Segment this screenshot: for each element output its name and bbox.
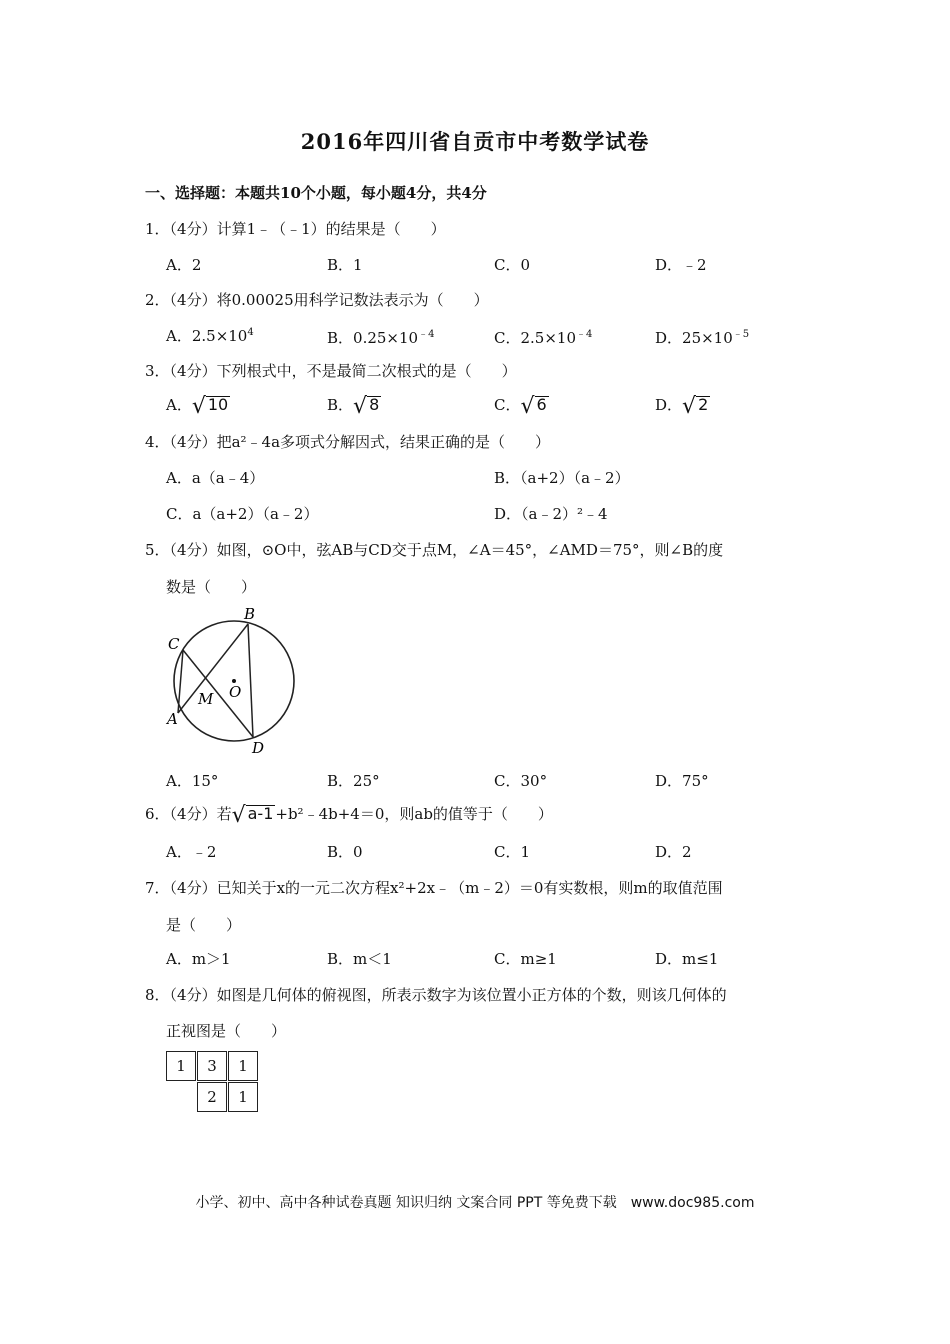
label-o: O — [229, 683, 242, 701]
q6-option-d: D．2 — [655, 843, 692, 861]
q1-option-d: D．﹣2 — [655, 256, 707, 274]
grid-cell: 2 — [197, 1082, 227, 1112]
q2-option-d: D．$25\times 10^{﹣5}$ — [655, 329, 750, 347]
q1-option-b: B．1 — [327, 256, 363, 274]
grid-cell: 1 — [166, 1051, 196, 1081]
q3-option-d: D．√ 2 — [655, 394, 709, 419]
question-5-stem-line2: 数是（ ） — [166, 578, 257, 596]
q2-option-b: B．$0.25\times 10^{﹣4}$ — [327, 329, 435, 347]
question-8-stem-line2: 正视图是（ ） — [166, 1022, 287, 1040]
q6-option-b: B．0 — [327, 843, 363, 861]
top-view-grid — [166, 1051, 262, 1115]
question-5-stem-line1: 5．（4分）如图，⊙O中，弦AB与CD交于点M，∠A＝45°，∠AMD＝75°，则∠B的度 — [145, 541, 724, 559]
label-a: A — [167, 710, 178, 728]
q6-option-a: A．﹣2 — [166, 843, 217, 861]
radical-sign-icon: √ — [520, 394, 535, 419]
label-m: M — [198, 690, 214, 708]
q4-option-b: B．（a+2）（a﹣2） — [494, 469, 630, 487]
radical-sign-icon: √ — [353, 394, 368, 419]
q5-option-b: B．25° — [327, 772, 380, 790]
page-title: 2016年四川省自贡市中考数学试卷 — [300, 129, 650, 154]
q7-option-b: B．m＜1 — [327, 950, 392, 968]
q7-option-a: A．m＞1 — [166, 950, 231, 968]
radical-sign-icon: √ — [191, 394, 206, 419]
q3-option-b: B．√ 8 — [327, 394, 380, 419]
q3-option-c: C．√ 6 — [494, 394, 547, 419]
q1-option-c: C．0 — [494, 256, 531, 274]
q6-option-c: C．1 — [494, 843, 531, 861]
question-1-stem: 1．（4分）计算1﹣（﹣1）的结果是（ ） — [145, 220, 446, 238]
q7-option-d: D．m≤1 — [655, 950, 719, 968]
label-c: C — [168, 635, 180, 653]
q4-option-a: A．a（a﹣4） — [166, 469, 265, 487]
grid-cell: 1 — [228, 1082, 258, 1112]
section-heading: 一、选择题：本题共10个小题，每小题4分，共4分 — [145, 184, 487, 202]
q3-option-a: A．√ 10 — [166, 394, 229, 419]
question-8-stem-line1: 8．（4分）如图是几何体的俯视图，所表示数字为该位置小正方体的个数，则该几何体的 — [145, 986, 727, 1004]
q5-option-d: D．75° — [655, 772, 709, 790]
q7-option-c: C．m≥1 — [494, 950, 557, 968]
grid-cell: 3 — [197, 1051, 227, 1081]
q4-option-c: C．a（a+2）（a﹣2） — [166, 505, 319, 523]
question-4-stem: 4．（4分）把a²﹣4a多项式分解因式，结果正确的是（ ） — [145, 433, 551, 451]
grid-cell: 1 — [228, 1051, 258, 1081]
question-7-stem-line1: 7．（4分）已知关于x的一元二次方程x²+2x﹣（m﹣2）＝0有实数根，则m的取值范围 — [145, 879, 723, 897]
q1-option-a: A．2 — [166, 256, 202, 274]
q2-option-a: A．$2.5\times 10^4$ — [166, 327, 254, 345]
question-2-stem: 2．（4分）将0.00025用科学记数法表示为（ ） — [145, 291, 489, 309]
segment-bd — [248, 624, 253, 737]
q5-option-a: A．15° — [166, 772, 219, 790]
label-d: D — [252, 739, 265, 757]
footer-text: 小学、初中、高中各种试卷真题 知识归纳 文案合同 PPT 等免费下载 www.doc985.com — [195, 1195, 755, 1211]
question-6-stem: 6．（4分）若√ a-1 +b²﹣4b+4＝0，则ab的值等于（ ） — [145, 803, 553, 828]
circle-chord-figure — [160, 603, 305, 758]
question-7-stem-line2: 是（ ） — [166, 916, 242, 934]
radical-sign-icon: √ — [231, 803, 246, 828]
q4-option-d: D．（a﹣2）²﹣4 — [494, 505, 608, 523]
label-b: B — [244, 605, 256, 623]
q5-option-c: C．30° — [494, 772, 548, 790]
q2-option-c: C．$2.5\times 10^{﹣4}$ — [494, 329, 593, 347]
radical-sign-icon: √ — [682, 394, 697, 419]
question-3-stem: 3．（4分）下列根式中，不是最简二次根式的是（ ） — [145, 362, 517, 380]
